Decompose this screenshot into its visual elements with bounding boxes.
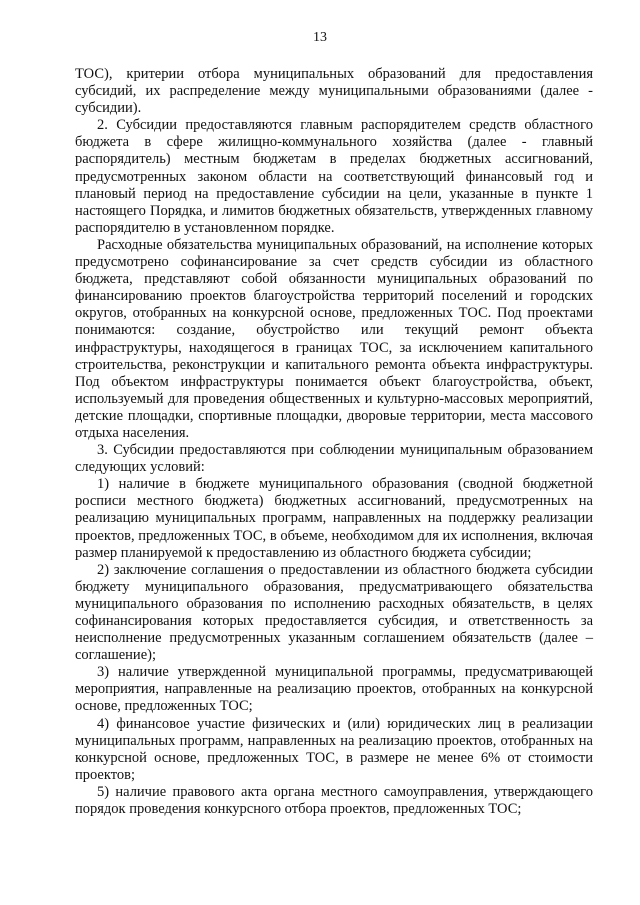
- paragraph-item-3: 3. Субсидии предоставляются при соблюдении муниципальным образованием следующих условий:: [75, 442, 593, 476]
- paragraph-condition-5: 5) наличие правового акта органа местного самоуправления, утверждающего порядок проведения конкурсного отбора проектов, предложенных ТОС;: [75, 783, 593, 818]
- paragraph-continuation: ТОС), критерии отбора муниципальных образований для предоставления субсидий, их распределение между муниципальными образованиями (далее - субсидии).: [75, 66, 593, 117]
- page-number: 13: [313, 30, 327, 45]
- document-body: [75, 66, 593, 818]
- paragraph-condition-2: 2) заключение соглашения о предоставлении из областного бюджета субсидии бюджету муниципального образования, предусматривающего обязательства муниципального образования по исполнению расходных обязательств, в целях софинансирования которых предоставляется субсидия, и ответственность за неисполнение предусмотренных указанным соглашением обязательств (далее – соглашение);: [75, 561, 593, 664]
- paragraph-condition-3: 3) наличие утвержденной муниципальной программы, предусматривающей мероприятия, направленные на реализацию проектов, отобранных на конкурсной основе, предложенных ТОС;: [75, 664, 593, 715]
- paragraph-item-2: 2. Субсидии предоставляются главным распорядителем средств областного бюджета в сфере жилищно-коммунального хозяйства (далее - главный распорядитель) местным бюджетам в пределах бюджетных ассигнований, предусмотренных законом области на соответствующий финансовый год и плановый период на предоставление субсидии на цели, указанные в пункте 1 настоящего Порядка, и лимитов бюджетных обязательств, утвержденных главному распорядителю в установленном порядке.: [75, 117, 593, 236]
- paragraph-expenditure-obligations: Расходные обязательства муниципальных образований, на исполнение которых предусмотрено софинансирование за счет средств субсидии из областного бюджета, представляют собой обязанности муниципальных образований по финансированию проектов благоустройства территорий поселений и городских округов, отобранных на конкурсной основе, предложенных ТОС. Под проектами понимаются: создание, обустройство или текущий ремонт объекта инфраструктуры, находящегося в границах ТОС, за исключением капитального строительства, реконструкции и капитального ремонта объекта инфраструктуры. Под объектом инфраструктуры понимается объект благоустройства, объект, используемый для проведения общественных и культурно-массовых мероприятий, детские площадки, спортивные площадки, дворовые территории, места массового отдыха населения.: [75, 236, 593, 441]
- paragraph-condition-1: 1) наличие в бюджете муниципального образования (сводной бюджетной росписи местного бюджета) бюджетных ассигнований, предусмотренных на реализацию муниципальных программ, направленных на поддержку реализации проектов, предложенных ТОС, в объеме, необходимом для их исполнения, включая размер планируемой к предоставлению из областного бюджета субсидии;: [75, 476, 593, 561]
- paragraph-condition-4: 4) финансовое участие физических и (или) юридических лиц в реализации муниципальных программ, направленных на реализацию проектов, отобранных на конкурсной основе, предложенных ТОС, в размере не менее 6% от стоимости проектов;: [75, 715, 593, 783]
